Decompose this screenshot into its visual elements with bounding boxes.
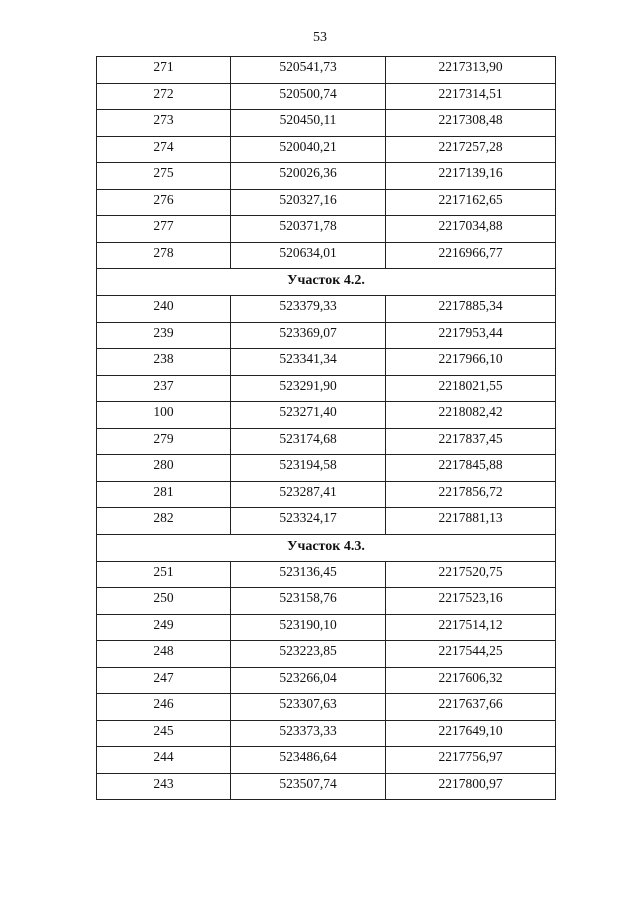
x-coordinate-cell: 523369,07 <box>230 323 385 349</box>
y-coordinate-cell: 2217856,72 <box>385 482 555 508</box>
y-coordinate-cell: 2218082,42 <box>385 402 555 428</box>
y-coordinate-cell: 2217162,65 <box>385 190 555 216</box>
x-coordinate-cell: 523271,40 <box>230 402 385 428</box>
x-coordinate-cell: 523291,90 <box>230 376 385 402</box>
point-number-cell: 240 <box>153 298 174 313</box>
x-coordinate-cell: 523190,10 <box>230 615 385 641</box>
table-row <box>97 561 555 588</box>
y-coordinate-cell: 2217966,10 <box>385 349 555 375</box>
table-row <box>97 614 555 641</box>
point-number-cell: 239 <box>153 324 174 340</box>
y-coordinate-cell: 2217649,10 <box>385 721 555 747</box>
y-coordinate-cell: 2217756,97 <box>385 747 555 773</box>
table-row <box>97 640 555 667</box>
table-row <box>97 189 555 216</box>
y-coordinate-cell: 2217845,88 <box>385 455 555 481</box>
table-row <box>97 215 555 242</box>
table-row <box>97 375 555 402</box>
table-row <box>97 667 555 694</box>
table-row <box>97 507 555 534</box>
page-number: 53 <box>313 30 327 45</box>
y-coordinate-cell: 2217257,28 <box>385 137 555 163</box>
point-number-cell: 237 <box>153 377 174 393</box>
point-number-cell: 276 <box>153 191 174 207</box>
y-coordinate-cell: 2217606,32 <box>385 668 555 694</box>
y-coordinate-cell: 2217953,44 <box>385 323 555 349</box>
table-row <box>97 322 555 349</box>
point-number-cell: 247 <box>153 669 174 685</box>
x-coordinate-cell: 523379,33 <box>230 296 385 322</box>
table-row <box>97 162 555 189</box>
y-coordinate-cell: 2217034,88 <box>385 216 555 242</box>
y-coordinate-cell: 2217514,12 <box>385 615 555 641</box>
x-coordinate-cell: 523341,34 <box>230 349 385 375</box>
point-number-cell: 278 <box>153 244 174 260</box>
table-row <box>97 348 555 375</box>
point-number-cell: 248 <box>153 643 174 658</box>
table-row <box>97 136 555 163</box>
x-coordinate-cell: 520371,78 <box>230 216 385 242</box>
x-coordinate-cell: 523174,68 <box>230 429 385 455</box>
y-coordinate-cell: 2217308,48 <box>385 110 555 136</box>
point-number-cell: 251 <box>153 563 174 579</box>
section-heading: Участок 4.3. <box>97 534 555 561</box>
table-row <box>97 295 555 322</box>
y-coordinate-cell: 2217523,16 <box>385 588 555 614</box>
point-number-cell: 249 <box>153 616 174 632</box>
y-coordinate-cell: 2217881,13 <box>385 508 555 534</box>
x-coordinate-cell: 520634,01 <box>230 243 385 269</box>
table-row <box>97 428 555 455</box>
y-coordinate-cell: 2217313,90 <box>385 57 555 83</box>
point-number-cell: 100 <box>153 404 174 419</box>
x-coordinate-cell: 523486,64 <box>230 747 385 773</box>
point-number-cell: 277 <box>153 218 174 233</box>
y-coordinate-cell: 2218021,55 <box>385 376 555 402</box>
coordinates-table <box>96 56 556 800</box>
table-row <box>97 242 555 269</box>
point-number-cell: 238 <box>153 351 174 366</box>
x-coordinate-cell: 520450,11 <box>230 110 385 136</box>
point-number-cell: 281 <box>153 483 174 499</box>
x-coordinate-cell: 523136,45 <box>230 562 385 588</box>
y-coordinate-cell: 2217637,66 <box>385 694 555 720</box>
point-number-cell: 282 <box>153 510 174 525</box>
section-heading: Участок 4.2. <box>97 268 555 295</box>
point-number-cell: 243 <box>153 775 174 791</box>
x-coordinate-cell: 523507,74 <box>230 774 385 800</box>
table-row <box>97 481 555 508</box>
y-coordinate-cell: 2217837,45 <box>385 429 555 455</box>
table-row <box>97 401 555 428</box>
y-coordinate-cell: 2217544,25 <box>385 641 555 667</box>
point-number-cell: 273 <box>153 112 174 127</box>
point-number-cell: 272 <box>153 85 174 101</box>
x-coordinate-cell: 523266,04 <box>230 668 385 694</box>
table-row <box>97 693 555 720</box>
point-number-cell: 245 <box>153 722 174 738</box>
x-coordinate-cell: 523373,33 <box>230 721 385 747</box>
x-coordinate-cell: 520040,21 <box>230 137 385 163</box>
table-row <box>97 746 555 773</box>
point-number-cell: 279 <box>153 430 174 446</box>
x-coordinate-cell: 523287,41 <box>230 482 385 508</box>
y-coordinate-cell: 2217885,34 <box>385 296 555 322</box>
y-coordinate-cell: 2217314,51 <box>385 84 555 110</box>
x-coordinate-cell: 523307,63 <box>230 694 385 720</box>
point-number-cell: 274 <box>153 138 174 154</box>
table-row <box>97 720 555 747</box>
y-coordinate-cell: 2217520,75 <box>385 562 555 588</box>
x-coordinate-cell: 520500,74 <box>230 84 385 110</box>
point-number-cell: 246 <box>153 696 174 711</box>
x-coordinate-cell: 520026,36 <box>230 163 385 189</box>
x-coordinate-cell: 520327,16 <box>230 190 385 216</box>
x-coordinate-cell: 523223,85 <box>230 641 385 667</box>
table-row <box>97 56 555 83</box>
table-row <box>97 773 555 800</box>
y-coordinate-cell: 2217139,16 <box>385 163 555 189</box>
y-coordinate-cell: 2216966,77 <box>385 243 555 269</box>
table-row <box>97 587 555 614</box>
point-number-cell: 271 <box>153 59 174 74</box>
table-row <box>97 109 555 136</box>
table-row <box>97 454 555 481</box>
point-number-cell: 275 <box>153 165 174 180</box>
point-number-cell: 250 <box>153 590 174 605</box>
point-number-cell: 280 <box>153 457 174 472</box>
x-coordinate-cell: 523324,17 <box>230 508 385 534</box>
table-row <box>97 83 555 110</box>
x-coordinate-cell: 523158,76 <box>230 588 385 614</box>
y-coordinate-cell: 2217800,97 <box>385 774 555 800</box>
x-coordinate-cell: 523194,58 <box>230 455 385 481</box>
point-number-cell: 244 <box>153 749 174 764</box>
x-coordinate-cell: 520541,73 <box>230 57 385 83</box>
